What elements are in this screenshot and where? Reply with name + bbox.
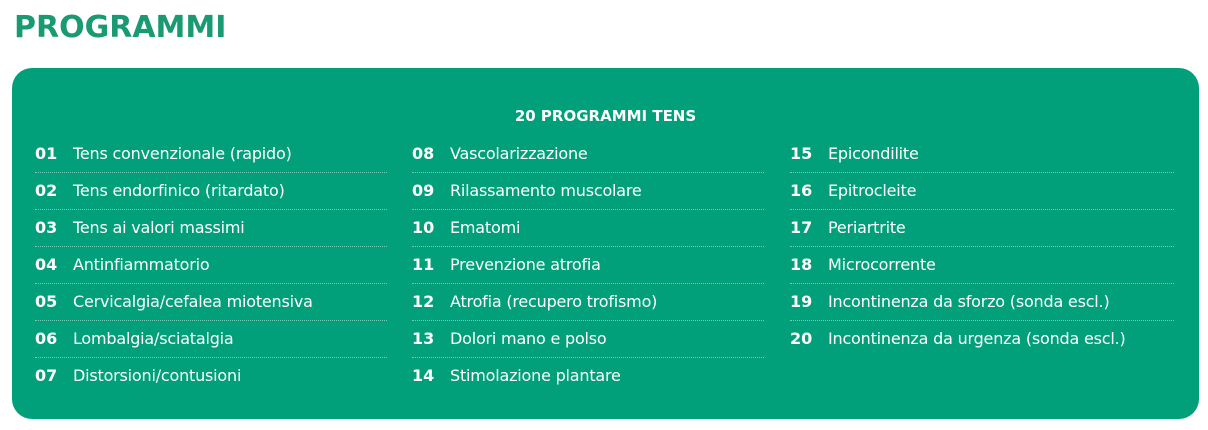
program-item xyxy=(412,173,764,210)
program-label: Ematomi xyxy=(450,218,521,237)
program-label: Incontinenza da sforzo (sonda escl.) xyxy=(828,292,1110,311)
page-title: PROGRAMMI xyxy=(14,10,227,45)
programs-column-2 xyxy=(412,136,764,395)
program-number: 19 xyxy=(790,292,813,311)
program-label: Vascolarizzazione xyxy=(450,144,588,163)
program-label: Antinfiammatorio xyxy=(73,255,210,274)
program-number: 01 xyxy=(35,144,58,163)
program-number: 07 xyxy=(35,366,58,385)
program-label: Tens convenzionale (rapido) xyxy=(73,144,292,163)
program-item xyxy=(412,247,764,284)
program-item xyxy=(412,284,764,321)
program-label: Prevenzione atrofia xyxy=(450,255,601,274)
program-label: Rilassamento muscolare xyxy=(450,181,642,200)
program-item xyxy=(790,210,1174,247)
programs-panel xyxy=(12,68,1199,419)
program-item xyxy=(790,321,1174,358)
panel-title: 20 PROGRAMMI TENS xyxy=(514,107,697,125)
program-label: Stimolazione plantare xyxy=(450,366,621,385)
program-item xyxy=(412,210,764,247)
program-label: Atrofia (recupero trofismo) xyxy=(450,292,658,311)
program-number: 18 xyxy=(790,255,813,274)
program-label: Lombalgia/sciatalgia xyxy=(73,329,234,348)
program-item xyxy=(35,173,387,210)
program-number: 08 xyxy=(412,144,435,163)
program-item xyxy=(790,173,1174,210)
program-label: Tens ai valori massimi xyxy=(73,218,245,237)
program-number: 09 xyxy=(412,181,435,200)
program-number: 17 xyxy=(790,218,813,237)
programs-column-3 xyxy=(790,136,1174,358)
program-item xyxy=(35,321,387,358)
program-label: Periartrite xyxy=(828,218,906,237)
program-number: 16 xyxy=(790,181,813,200)
program-item xyxy=(35,247,387,284)
program-label: Tens endorfinico (ritardato) xyxy=(73,181,285,200)
program-item xyxy=(35,358,387,395)
program-number: 14 xyxy=(412,366,435,385)
program-label: Epicondilite xyxy=(828,144,919,163)
program-number: 12 xyxy=(412,292,435,311)
program-label: Incontinenza da urgenza (sonda escl.) xyxy=(828,329,1126,348)
program-item xyxy=(790,247,1174,284)
program-number: 13 xyxy=(412,329,435,348)
program-label: Microcorrente xyxy=(828,255,936,274)
program-item xyxy=(35,284,387,321)
program-number: 02 xyxy=(35,181,58,200)
program-number: 04 xyxy=(35,255,58,274)
program-item xyxy=(790,136,1174,173)
program-label: Epitrocleite xyxy=(828,181,917,200)
program-item xyxy=(35,210,387,247)
program-item xyxy=(35,136,387,173)
program-number: 11 xyxy=(412,255,435,274)
program-item xyxy=(412,358,764,395)
program-number: 10 xyxy=(412,218,435,237)
program-label: Distorsioni/contusioni xyxy=(73,366,242,385)
program-number: 03 xyxy=(35,218,58,237)
program-label: Dolori mano e polso xyxy=(450,329,607,348)
program-item xyxy=(412,136,764,173)
program-number: 05 xyxy=(35,292,58,311)
program-item xyxy=(790,284,1174,321)
program-item xyxy=(412,321,764,358)
program-label: Cervicalgia/cefalea miotensiva xyxy=(73,292,313,311)
program-number: 15 xyxy=(790,144,813,163)
program-number: 20 xyxy=(790,329,813,348)
program-number: 06 xyxy=(35,329,58,348)
programs-column-1 xyxy=(35,136,387,395)
